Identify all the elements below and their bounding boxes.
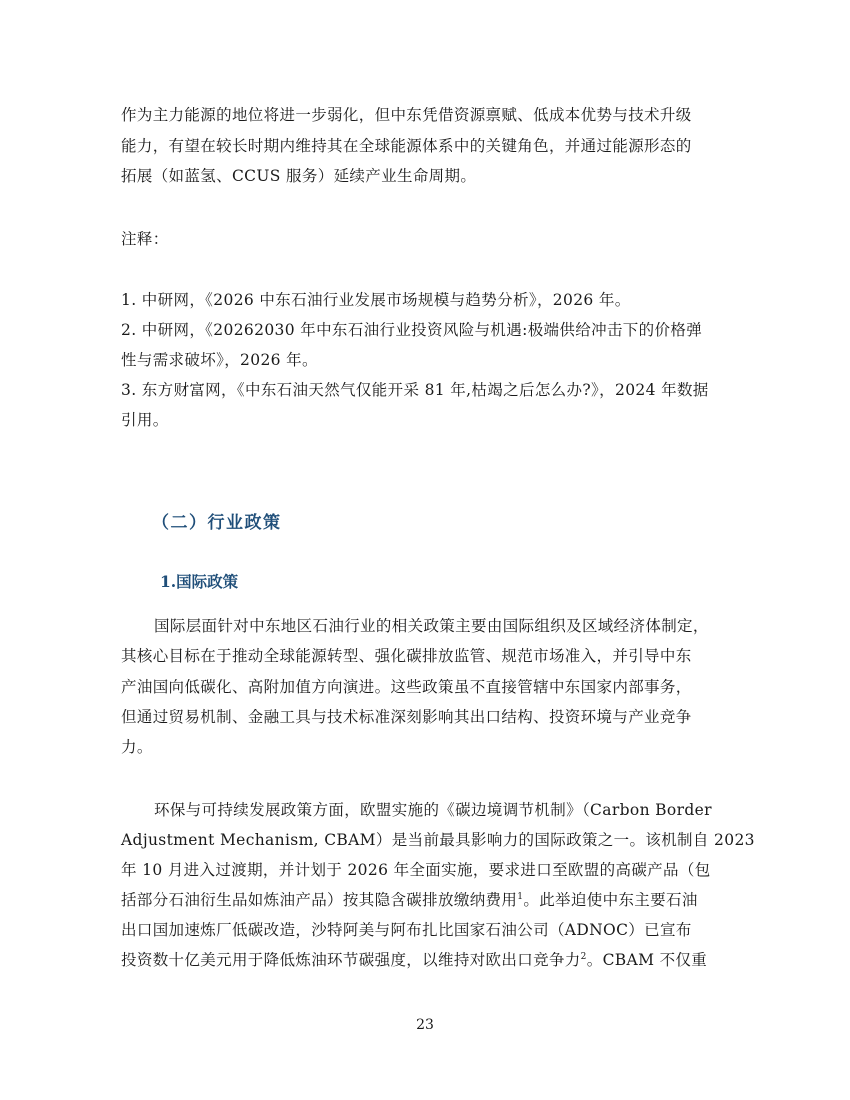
paragraph2-line-5: 出口国加速炼厂低碳改造，沙特阿美与阿布扎比国家石油公司（ADNOC）已宣布 xyxy=(121,921,692,939)
paragraph2-line-1: 环保与可持续发展政策方面，欧盟实施的《碳边境调节机制》（Carbon Border xyxy=(154,801,712,819)
paragraph1-line-3: 产油国向低碳化、高附加值方向演进。这些政策虽不直接管辖中东国家内部事务， xyxy=(121,678,692,696)
note-item-2-continued: 性与需求破坏》，2026 年。 xyxy=(121,351,318,369)
subsection-heading: 1.国际政策 xyxy=(160,572,239,591)
footnote-marker-1: 1 xyxy=(517,891,524,902)
footnote-marker-2: 2 xyxy=(580,951,587,962)
paragraph2-line-4 xyxy=(121,890,698,910)
paragraph1-line-4: 但通过贸易机制、金融工具与技术标准深刻影响其出口结构、投资环境与产业竞争 xyxy=(121,708,692,726)
paragraph2-line-4-text: 括部分石油衍生品如炼油产品）按其隐含碳排放缴纳费用 xyxy=(121,891,518,909)
note-item-2: 2. 中研网，《20262030 年中东石油行业投资风险与机遇:极端供给冲击下的价格弹 xyxy=(121,321,703,339)
section-heading: （二）行业政策 xyxy=(152,513,282,533)
paragraph2-line-4-tail: 。此举迫使中东主要石油 xyxy=(523,891,698,909)
paragraph1-line-1: 国际层面针对中东地区石油行业的相关政策主要由国际组织及区域经济体制定， xyxy=(154,617,709,635)
note-item-1: 1. 中研网，《2026 中东石油行业发展市场规模与趋势分析》，2026 年。 xyxy=(121,291,631,309)
intro-line-2: 能力，有望在较长时期内维持其在全球能源体系中的关键角色，并通过能源形态的 xyxy=(121,137,692,155)
intro-line-1: 作为主力能源的地位将进一步弱化，但中东凭借资源禀赋、低成本优势与技术升级 xyxy=(121,106,692,124)
notes-title: 注释： xyxy=(121,230,169,248)
page-number: 23 xyxy=(416,1017,434,1033)
paragraph2-line-2: Adjustment Mechanism, CBAM）是当前最具影响力的国际政策之一。该机制自 2023 xyxy=(121,831,755,849)
note-item-3-continued: 引用。 xyxy=(121,411,169,429)
paragraph1-line-5: 力。 xyxy=(121,738,153,756)
paragraph2-line-6-tail: 。CBAM 不仅重 xyxy=(586,951,708,969)
paragraph2-line-6 xyxy=(121,950,707,970)
paragraph2-line-3: 年 10 月进入过渡期，并计划于 2026 年全面实施，要求进口至欧盟的高碳产品（包 xyxy=(121,861,711,879)
intro-line-3: 拓展（如蓝氢、CCUS 服务）延续产业生命周期。 xyxy=(121,167,477,185)
paragraph2-line-6-text: 投资数十亿美元用于降低炼油环节碳强度，以维持对欧出口竞争力 xyxy=(121,951,581,969)
paragraph1-line-2: 其核心目标在于推动全球能源转型、强化碳排放监管、规范市场准入，并引导中东 xyxy=(121,647,692,665)
note-item-3: 3. 东方财富网，《中东石油天然气仅能开采 81 年,枯竭之后怎么办?》，2024 年数据 xyxy=(121,381,709,399)
